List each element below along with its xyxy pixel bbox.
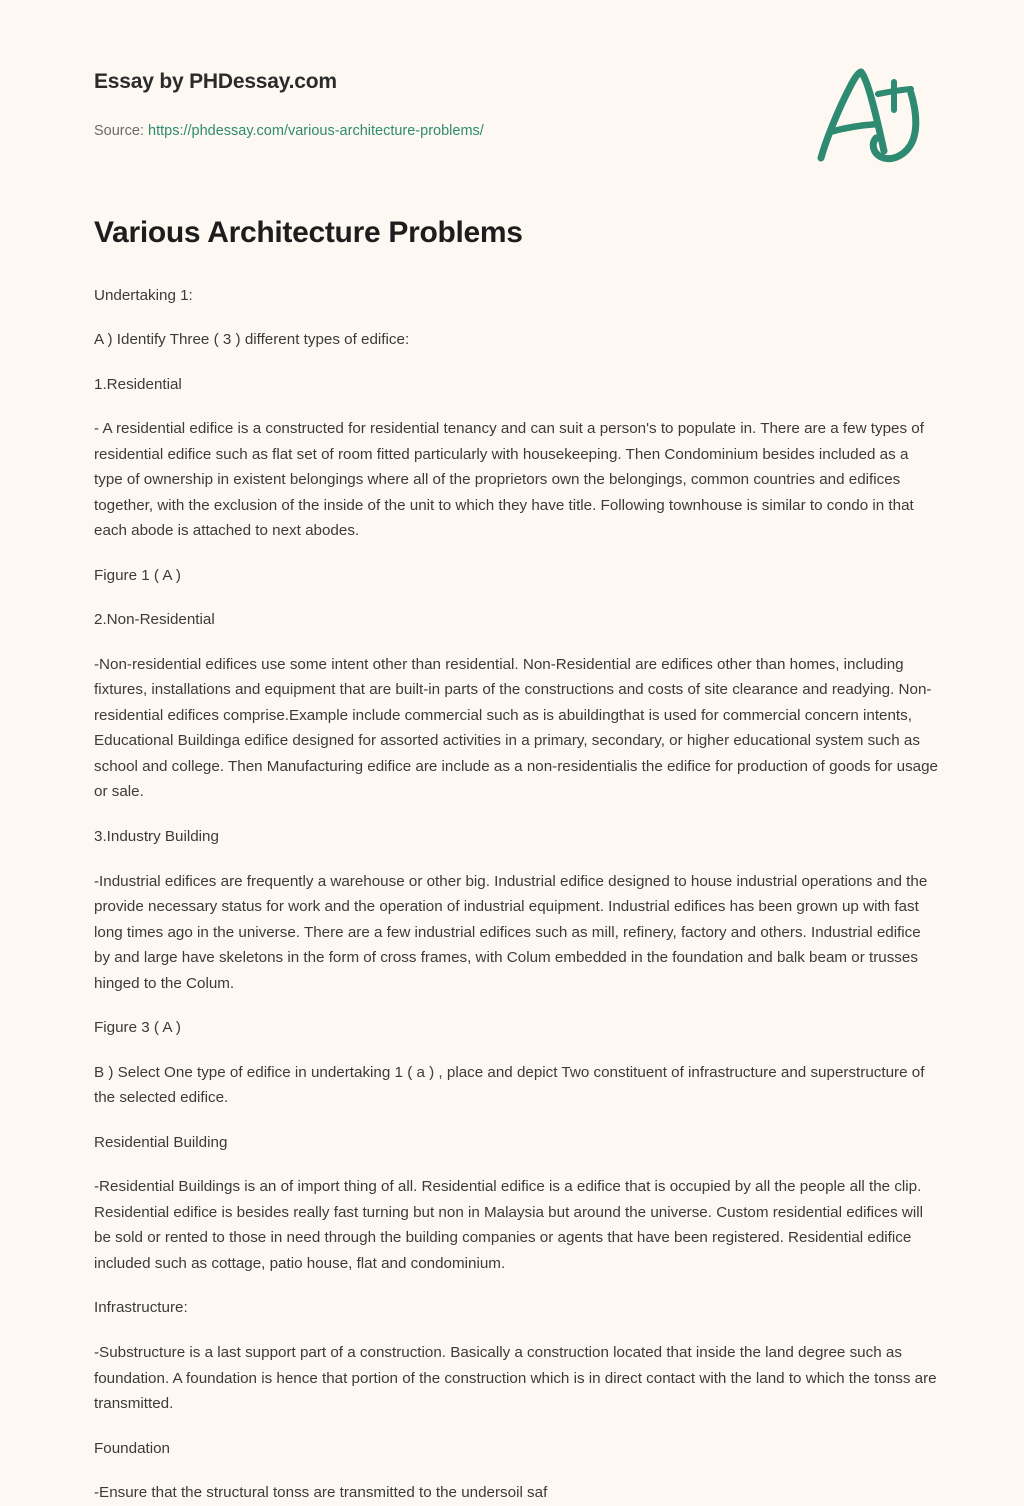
paragraph: Figure 3 ( A ): [94, 1019, 181, 1037]
source-line: [94, 123, 484, 139]
a-plus-logo-icon: [808, 58, 928, 170]
document-header: [0, 0, 1024, 178]
brand-title: Essay by PHDessay.com: [94, 70, 337, 93]
paragraph: -Industrial edifices are frequently a warehouse or other big. Industrial edifice designed to house industrial operations and the provide necessary status for work and the operation of industrial equipment. Industrial edifices has been grown up with fast long times ago in the universe. There are a few industrial edifices such as mill, refinery, factory and others. Industrial edifice by and large have skeletons in the form of cross frames, with Colum embedded in the foundation and balk beam or trusses hinged to the Colum.: [94, 872, 928, 992]
document-body: [94, 214, 939, 1506]
paragraph: Figure 1 ( A ): [94, 566, 181, 584]
paragraph: -Ensure that the structural tonss are transmitted to the undersoil saf: [94, 1484, 548, 1502]
paragraph: A ) Identify Three ( 3 ) different types of edifice:: [94, 331, 410, 349]
paragraph: Infrastructure:: [94, 1299, 188, 1317]
paragraph: - A residential edifice is a constructed for residential tenancy and can suit a person's to populate in. There are a few types of residential edifice such as flat set of room fitted particularly with housekeeping. Then Condominium besides included as a type of ownership in existent belongings where all of the proprietors own the belongings, common countries and edifices together, with the exclusion of the inside of the unit to which they have title. Following townhouse is similar to condo in that each abode is attached to next abodes.: [94, 420, 924, 540]
page-title: Various Architecture Problems: [94, 216, 523, 249]
paragraph: 2.Non-Residential: [94, 611, 215, 629]
paragraph: Undertaking 1:: [94, 286, 193, 304]
paragraph: 3.Industry Building: [94, 828, 219, 845]
paragraph: Residential Building: [94, 1133, 228, 1151]
paragraph: 1.Residential: [94, 375, 182, 393]
paragraph: B ) Select One type of edifice in undertaking 1 ( a ) , place and depict Two constituent of infrastructure and superstructure of the selected edifice.: [94, 1063, 925, 1107]
source-label: Source:: [94, 123, 144, 139]
paragraph: -Non-residential edifices use some intent other than residential. Non-Residential are edifices other than homes, including fixtures, installations and equipment that are built-in parts of the constructions and costs of site clearance and readying. Non-residential edifices comprise.Example include commercial such as is abuildingthat is used for commercial concern intents, Educational Buildinga edifice designed for assorted activities in a primary, secondary, or higher educational system such as school and college. Then Manufacturing edifice are include as a non-residentialis the edifice for production of goods for usage or sale.: [94, 655, 938, 801]
a-plus-logo: [808, 58, 928, 170]
paragraph: -Substructure is a last support part of a construction. Basically a construction located that inside the land degree such as foundation. A foundation is hence that portion of the construction which is in direct contact with the land to which the tonss are transmitted.: [94, 1343, 937, 1413]
paragraph: Foundation: [94, 1439, 170, 1457]
paragraph-list: [94, 283, 939, 1506]
paragraph: -Residential Buildings is an of import thing of all. Residential edifice is a edifice that is occupied by all the people all the clip. Residential edifice is besides really fast turning but non in Malaysia but around the universe. Custom residential edifices will be sold or rented to those in need through the building companies or agents that have been registered. Residential edifice included such as cottage, patio house, flat and condominium.: [94, 1178, 923, 1272]
source-url-link[interactable]: https://phdessay.com/various-architecture-problems/: [148, 123, 484, 139]
